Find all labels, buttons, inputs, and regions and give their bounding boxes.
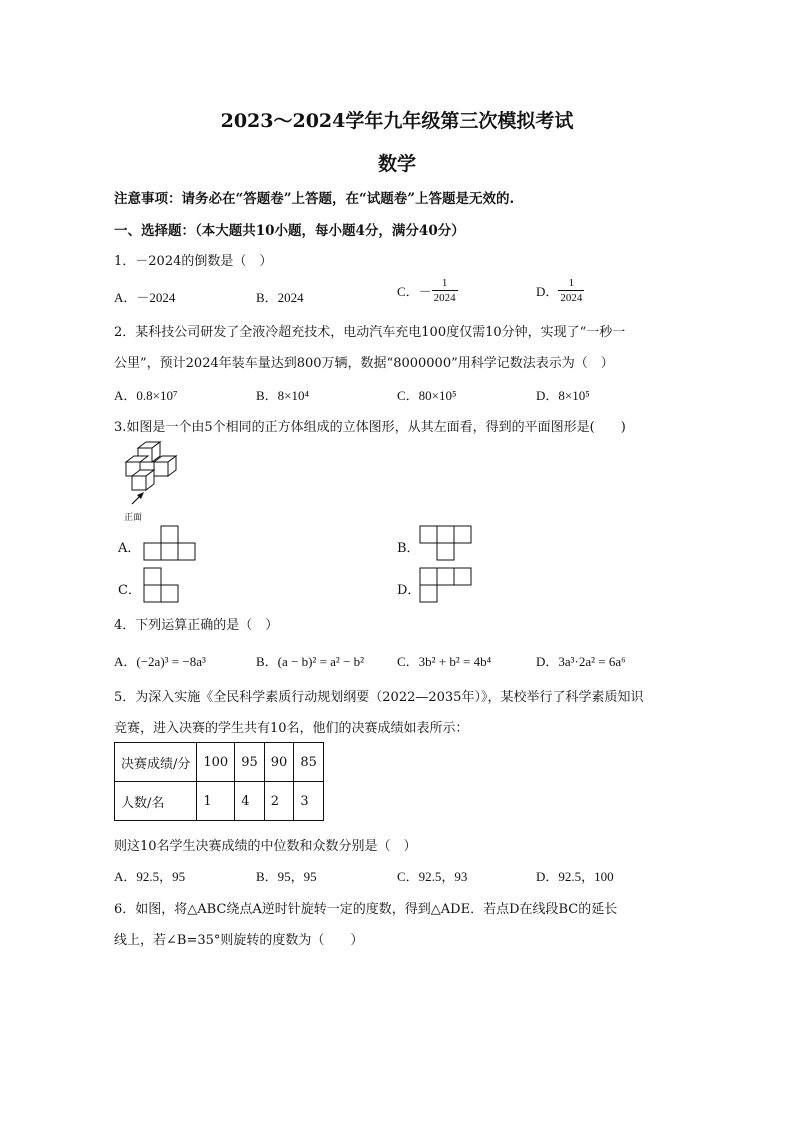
score-table bbox=[114, 742, 324, 821]
table-cell: 100 bbox=[197, 743, 235, 782]
section-heading: 一、选择题：（本大题共10小题，每小题4分，满分40分） bbox=[114, 223, 465, 239]
q4-option-c: C．3b² + b² = 4b⁴ bbox=[397, 654, 492, 669]
table-cell: 4 bbox=[235, 782, 265, 821]
q3-option-a-label: A． bbox=[118, 541, 141, 556]
q3-option-b-figure bbox=[420, 525, 474, 561]
q4-option-a: A．(−2a)³ = −8a³ bbox=[114, 654, 206, 669]
q2-option-d: D．8×10⁵ bbox=[536, 388, 590, 403]
q4-option-d: D．3a³·2a² = 6a⁶ bbox=[536, 654, 626, 669]
q5-line2: 竞赛，进入决赛的学生共有10名，他们的决赛成绩如表所示： bbox=[114, 721, 469, 736]
q3-option-d-figure bbox=[420, 567, 476, 605]
q1-option-a: A．－2024 bbox=[114, 290, 176, 305]
q2-option-a: A．0.8×10⁷ bbox=[114, 388, 178, 403]
q3-option-b-label: B． bbox=[397, 541, 420, 556]
q6-line1: 6．如图，将△ABC绕点A逆时针旋转一定的度数，得到△ADE．若点D在线段BC的延长 bbox=[114, 902, 618, 917]
q3-option-a-figure bbox=[144, 525, 198, 561]
q4-stem: 4．下列运算正确的是（ ） bbox=[114, 618, 279, 633]
q6-line2: 线上，若∠B=35°则旋转的度数为（ ） bbox=[114, 933, 364, 948]
table-row bbox=[115, 782, 324, 821]
q5-question: 则这10名学生决赛成绩的中位数和众数分别是（ ） bbox=[114, 839, 417, 854]
q2-option-c: C．80×10⁵ bbox=[397, 388, 457, 403]
table-cell: 3 bbox=[294, 782, 324, 821]
exam-notice: 注意事项：请务必在“答题卷”上答题，在“试题卷”上答题是无效的. bbox=[114, 191, 515, 207]
q5-option-d: D．92.5，100 bbox=[536, 869, 614, 884]
q4-option-b: B．(a − b)² = a² − b² bbox=[256, 654, 365, 669]
q3-stem: 3.如图是一个由5个相同的正方体组成的立体图形，从其左面看，得到的平面图形是( ) bbox=[114, 420, 626, 435]
table-cell: 95 bbox=[235, 743, 265, 782]
q2-line1: 2．某科技公司研发了全液冷超充技术，电动汽车充电100度仅需10分钟，实现了“一秒一 bbox=[114, 325, 626, 340]
q3-option-c-label: C． bbox=[118, 583, 141, 598]
exam-title: 2023～2024学年九年级第三次模拟考试 bbox=[220, 110, 574, 132]
q1-option-b: B．2024 bbox=[256, 290, 304, 305]
table-row bbox=[115, 743, 324, 782]
q3-option-d-label: D． bbox=[397, 583, 421, 598]
table-cell: 1 bbox=[197, 782, 235, 821]
table-cell: 人数/名 bbox=[115, 782, 197, 821]
q1-stem: 1．－2024的倒数是（ ） bbox=[114, 254, 273, 269]
q2-option-b: B．8×10⁴ bbox=[256, 388, 310, 403]
subject-title: 数学 bbox=[377, 153, 416, 175]
q2-line2: 公里”，预计2024年装车量达到800万辆，数据“8000000”用科学记数法表示为（ ） bbox=[114, 356, 614, 371]
q3-front-label: 正面 bbox=[124, 513, 143, 523]
q5-option-b: B．95，95 bbox=[256, 869, 317, 884]
table-cell: 2 bbox=[264, 782, 294, 821]
table-cell: 决赛成绩/分 bbox=[115, 743, 197, 782]
q5-option-c: C．92.5，93 bbox=[397, 869, 468, 884]
q1-option-c: C．－ $\frac{1}{2024}$ bbox=[397, 277, 456, 304]
table-cell: 90 bbox=[264, 743, 294, 782]
table-cell: 85 bbox=[294, 743, 324, 782]
q5-option-a: A．92.5，95 bbox=[114, 869, 186, 884]
q3-option-c-figure bbox=[144, 567, 182, 603]
q5-line1: 5．为深入实施《全民科学素质行动规划纲要（2022—2035年）》，某校举行了科学素质知识 bbox=[114, 690, 644, 705]
q1-option-d: D． $\frac{1}{2024}$ bbox=[536, 277, 583, 304]
